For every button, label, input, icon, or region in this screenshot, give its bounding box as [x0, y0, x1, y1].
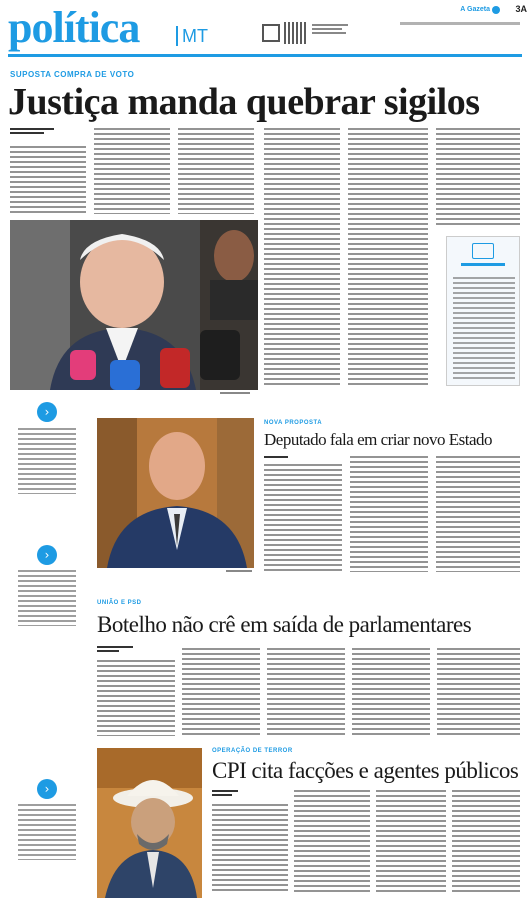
story2-photo-credit: [226, 570, 252, 572]
arrow-right-icon[interactable]: ›: [37, 545, 57, 565]
story3-col3: [267, 648, 345, 736]
arrow-right-icon[interactable]: ›: [37, 779, 57, 799]
story1-byline: [10, 127, 60, 135]
story4-col4: [452, 790, 520, 894]
story2-byline: [264, 456, 288, 458]
qr-code-icon: [284, 22, 308, 44]
story1-col2: [94, 128, 170, 214]
story3-col5: [437, 648, 520, 736]
section-title: política: [8, 3, 140, 52]
story1-sidebox-text: [453, 277, 515, 381]
section-region: MT: [176, 26, 208, 46]
sidebar-note-2: [14, 570, 80, 628]
story4-col3: [376, 790, 446, 894]
document-icon: [472, 243, 494, 259]
story1-col1: [10, 146, 86, 214]
story4-byline: [212, 790, 238, 796]
story3-kicker: UNIÃO E PSD: [97, 600, 142, 606]
header-note: [312, 24, 352, 34]
story1-col4: [264, 128, 340, 388]
story1-headline[interactable]: Justiça manda quebrar sigilos: [8, 81, 480, 123]
story3-col4: [352, 648, 430, 736]
story3-col1: [97, 660, 175, 736]
story1-col3: [178, 128, 254, 214]
story1-col5: [348, 128, 428, 388]
story2-col1: [264, 464, 342, 572]
sidebar-note-3: [14, 804, 80, 864]
story3-byline: [97, 646, 133, 652]
story2-col2: [350, 456, 428, 572]
story1-col6: [436, 128, 520, 228]
story1-photo: [10, 220, 258, 390]
story4-headline[interactable]: CPI cita facções e agentes públicos: [212, 758, 519, 783]
story2-col3: [436, 456, 520, 572]
story3-headline[interactable]: Botelho não crê em saída de parlamentares: [97, 612, 472, 637]
sidebar-note-1: [14, 428, 80, 498]
story1-sidebox: [446, 236, 520, 386]
page-number: 3A: [515, 4, 527, 14]
arrow-right-icon[interactable]: ›: [37, 402, 57, 422]
brand-logo: A Gazeta: [460, 6, 490, 13]
story4-kicker: OPERAÇÃO DE TERROR: [212, 748, 293, 754]
story1-kicker: SUPOSTA COMPRA DE VOTO: [10, 70, 135, 79]
phone-icon: [262, 24, 280, 42]
story3-col2: [182, 648, 260, 736]
story2-photo: [97, 418, 254, 568]
story1-photo-credit: [220, 392, 250, 394]
header-date-line: [400, 22, 520, 25]
story4-photo: [97, 748, 202, 898]
story4-col2: [294, 790, 370, 894]
story4-col1: [212, 804, 288, 894]
social-icon: [492, 6, 500, 14]
story2-kicker: NOVA PROPOSTA: [264, 420, 323, 426]
story2-headline[interactable]: Deputado fala em criar novo Estado: [264, 430, 492, 449]
header-rule: [8, 54, 522, 57]
